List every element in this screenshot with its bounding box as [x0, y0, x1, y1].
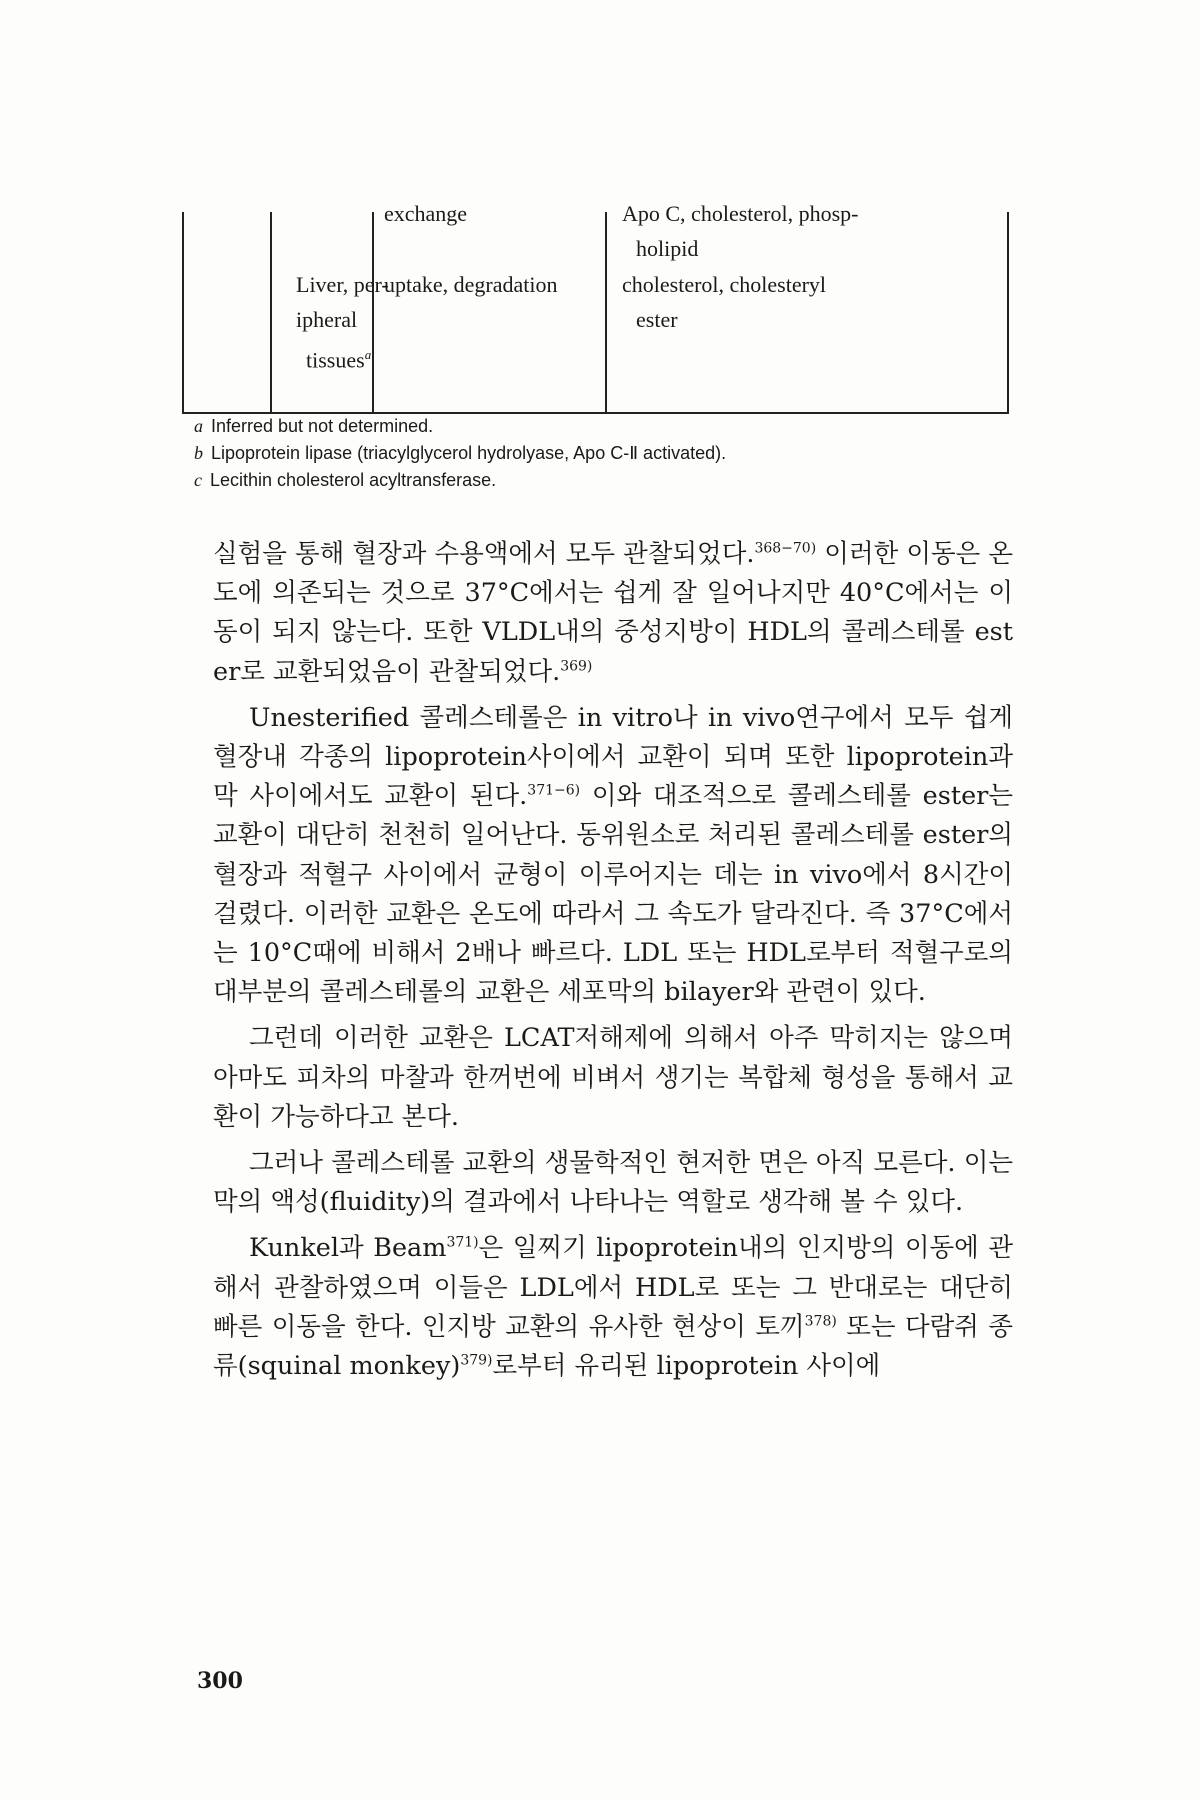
citation-ref: 368−70) — [754, 540, 817, 557]
citation-ref: 371) — [446, 1234, 479, 1251]
table-cell-site: Liver, per- — [296, 272, 389, 297]
table-cell-lipids: cholesterol, cholesteryl — [622, 272, 827, 297]
footnote — [194, 413, 1014, 440]
footnote-key: b — [194, 443, 203, 463]
table-column-divider — [270, 212, 272, 412]
page-number: 300 — [197, 1668, 243, 1694]
table-cell-process: uptake, degradation — [384, 272, 558, 297]
body-paragraph — [213, 1229, 1013, 1386]
table-cell-lipids: Apo C, cholesterol, phosp- — [622, 201, 859, 226]
paragraph-text: Kunkel과 Beam — [249, 1233, 447, 1264]
paragraph-text: 실험을 통해 혈장과 수용액에서 모두 관찰되었다. — [213, 539, 755, 569]
footnote-marker: a — [364, 347, 372, 362]
footnote — [194, 440, 1014, 467]
body-paragraph — [213, 699, 1013, 1013]
footnote-key: a — [194, 416, 203, 436]
paragraph-text: 그러나 콜레스테롤 교환의 생물학적인 현저한 면은 아직 모른다. 이는 막의 액성(fluidity)의 결과에서 나타나는 역할로 생각해 볼 수 있다. — [213, 1148, 1013, 1218]
body-paragraph — [213, 1019, 1013, 1137]
paragraph-text: 은 일찌기 lipoprotein내의 인지방의 이동에 관해서 관찰하였으며 이들은 LDL에서 HDL로 또는 그 반대로는 대단히 빠른 이동을 한다. 인지방 교환의 유사한 현상이 토끼 — [213, 1233, 1013, 1342]
footnote-text: Inferred but not determined. — [211, 416, 434, 436]
table-cell-lipids: ester — [636, 307, 678, 332]
table-column-divider — [372, 212, 374, 412]
citation-ref: 371−6) — [527, 782, 581, 799]
table-column-divider — [605, 212, 607, 412]
paragraph-text: 이와 대조적으로 콜레스테롤 ester는 교환이 대단히 천천히 일어난다. 동위원소로 처리된 콜레스테롤 ester의 혈장과 적혈구 사이에서 균형이 이루어지는 데는 in vivo에서 8시간이 걸렸다. 이러한 교환은 온도에 따라서 그 속도가 달라진다. 즉 37°C에서는 10°C때에 비해서 2배나 빠르다. LDL 또는 HDL로부터 적혈구로의 대부분의 콜레스테롤의 교환은 세포막의 bilayer와 관련이 있다. — [213, 781, 1014, 1008]
body-paragraph — [213, 1144, 1013, 1222]
paragraph-text: Unesterified 콜레스테롤은 in vitro나 in vivo연구에서 모두 쉽게 혈장내 각종의 lipoprotein사이에서 교환이 되며 또한 lipoprotein과 막 사이에서도 교환이 된다. — [213, 702, 1013, 812]
citation-ref: 378) — [804, 1313, 837, 1330]
footnote-text: Lecithin cholesterol acyltransferase. — [210, 470, 497, 490]
paragraph-text: 이러한 이동은 온도에 의존되는 것으로 37°C에서는 쉽게 잘 일어나지만 40°C에서는 이동이 되지 않는다. 또한 VLDL내의 중성지방이 HDL의 콜레스테롤 ester로 교환되었음이 관찰되었다. — [213, 539, 1014, 687]
body-text — [213, 535, 1013, 1393]
table-cell-process: exchange — [384, 201, 468, 226]
paragraph-text: 또는 다람쥐 종류(squinal monkey) — [213, 1311, 1013, 1382]
footnote-text: Lipoprotein lipase (triacylglycerol hydrolyase, Apo C-Ⅱ activated). — [211, 443, 727, 463]
paragraph-text: 로부터 유리된 lipoprotein 사이에 — [492, 1351, 881, 1382]
paragraph-text: 그런데 이러한 교환은 LCAT저해제에 의해서 아주 막히지는 않으며 아마도 피차의 마찰과 한꺼번에 비벼서 생기는 복합체 형성을 통해서 교환이 가능하다고 본다. — [213, 1023, 1013, 1132]
lipoprotein-table — [182, 201, 1009, 414]
body-paragraph — [213, 535, 1013, 692]
table-cell-site — [306, 337, 371, 377]
citation-ref: 369) — [560, 658, 593, 675]
site-text: tissues — [306, 347, 365, 373]
citation-ref: 379) — [460, 1352, 493, 1369]
table-cell-site: ipheral — [296, 307, 358, 332]
table-footnotes — [194, 413, 1014, 494]
footnote — [194, 467, 1014, 494]
table-cell-lipids: holipid — [636, 236, 699, 261]
footnote-key: c — [194, 470, 202, 490]
